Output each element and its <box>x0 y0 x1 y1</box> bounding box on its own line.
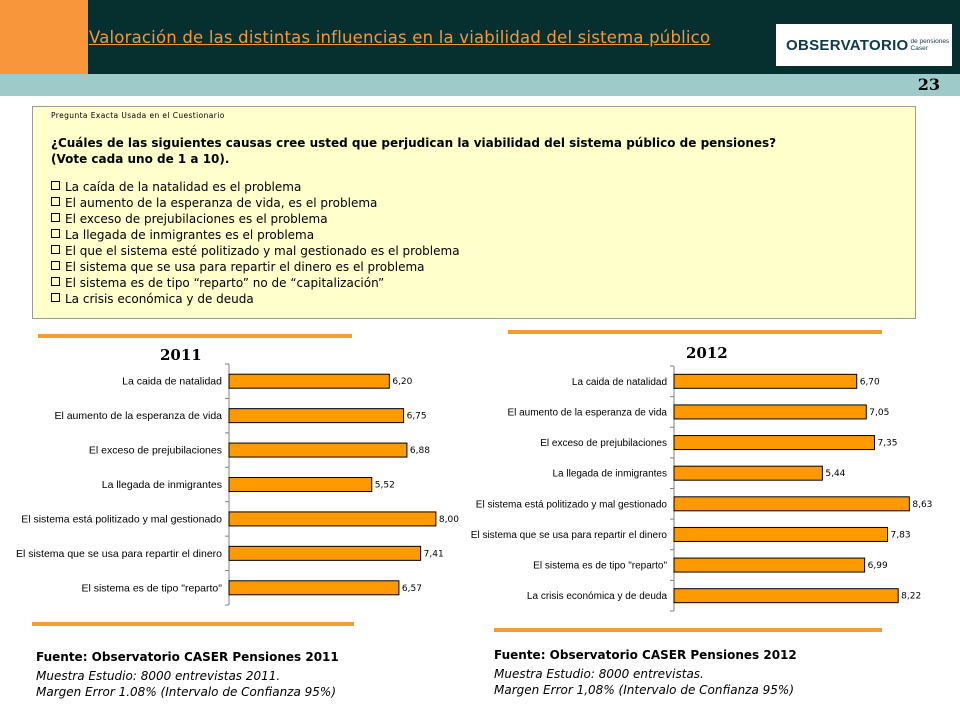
option-text: La caída de la natalidad es el problema <box>65 180 302 194</box>
option-text: El exceso de prejubilaciones es el problema <box>65 212 328 226</box>
source-2011-sample: Muestra Estudio: 8000 entrevistas 2011. <box>36 669 281 683</box>
data-label: 8,00 <box>438 514 459 525</box>
option-text: El sistema que se usa para repartir el dinero es el problema <box>65 260 425 274</box>
option-text: El sistema es de tipo “reparto” no de “capitalización” <box>65 276 385 290</box>
category-label: La caida de natalidad <box>571 376 667 388</box>
chart-2012-title: 2012 <box>686 344 728 362</box>
data-label: 6,57 <box>401 583 422 594</box>
category-label: El exceso de prejubilaciones <box>88 444 222 457</box>
bar <box>674 527 888 541</box>
page-title: Valoración de las distintas influencias en la viabilidad del sistema público <box>89 28 711 47</box>
source-2011 <box>36 650 339 699</box>
category-label: El sistema está politizado y mal gestionado <box>475 499 667 511</box>
logo-sub-line-1: de pensiones <box>910 38 950 45</box>
data-label: 7,83 <box>890 530 911 541</box>
source-2012-sample: Muestra Estudio: 8000 entrevistas. <box>494 667 704 681</box>
divider-2011-bottom <box>32 622 354 626</box>
question-line-1: ¿Cuáles de las siguientes causas cree usted que perjudican la viabilidad del sistema público de pensiones? <box>51 136 777 150</box>
option-text: El aumento de la esperanza de vida, es el problema <box>65 196 378 210</box>
bar <box>674 589 898 603</box>
category-label: El sistema está politizado y mal gestionado <box>21 513 222 526</box>
data-label: 8,63 <box>912 499 933 510</box>
data-label: 6,70 <box>859 377 880 388</box>
source-2011-margin: Margen Error 1.08% (Intervalo de Confianza 95%) <box>36 685 336 699</box>
question-label: Pregunta Exacta Usada en el Cuestionario <box>51 111 225 120</box>
chart-2011-title: 2011 <box>160 346 202 364</box>
category-label: La llegada de inmigrantes <box>552 468 667 480</box>
category-label: La llegada de inmigrantes <box>101 479 222 491</box>
bar <box>674 558 865 572</box>
category-label: El sistema que se usa para repartir el dinero <box>470 529 667 541</box>
source-2012 <box>494 648 797 697</box>
category-label: El sistema que se usa para repartir el dinero <box>15 547 222 560</box>
bar <box>674 466 822 480</box>
category-label: La crisis económica y de deuda <box>526 591 667 603</box>
source-2011-title: Fuente: Observatorio CASER Pensiones 2011 <box>36 650 339 664</box>
category-label: El sistema es de tipo "reparto" <box>81 582 222 595</box>
question-line-2: (Vote cada uno de 1 a 10). <box>51 152 230 166</box>
bar <box>674 497 909 511</box>
source-2012-title: Fuente: Observatorio CASER Pensiones 2012 <box>494 648 797 662</box>
data-label: 6,20 <box>392 377 413 388</box>
category-label: El aumento de la esperanza de vida <box>507 407 667 419</box>
bar <box>674 405 866 419</box>
bar <box>674 436 874 450</box>
divider-2012-bottom <box>494 628 882 632</box>
logo-sub-line-2: Caser <box>910 45 928 52</box>
category-label: El sistema es de tipo "reparto" <box>533 560 667 572</box>
page-number: 23 <box>917 75 940 94</box>
option-text: La crisis económica y de deuda <box>65 292 254 306</box>
option-text: La llegada de inmigrantes es el problema <box>65 228 315 242</box>
data-label: 7,35 <box>877 438 898 449</box>
logo-text: OBSERVATORIO <box>786 36 909 54</box>
category-label: El aumento de la esperanza de vida <box>54 410 222 423</box>
data-label: 8,22 <box>901 591 922 602</box>
data-label: 5,52 <box>374 480 395 491</box>
data-label: 5,44 <box>825 469 846 480</box>
bar <box>674 374 857 388</box>
data-label: 6,75 <box>406 411 427 422</box>
data-label: 7,41 <box>423 549 444 560</box>
source-2012-margin: Margen Error 1,08% (Intervalo de Confianza 95%) <box>494 683 794 697</box>
data-label: 6,99 <box>867 561 888 572</box>
category-label: El exceso de prejubilaciones <box>540 438 667 450</box>
option-text: El que el sistema esté politizado y mal gestionado es el problema <box>65 244 460 258</box>
category-label: La caida de natalidad <box>122 375 222 388</box>
data-label: 6,88 <box>409 446 430 457</box>
data-label: 7,05 <box>869 407 890 418</box>
